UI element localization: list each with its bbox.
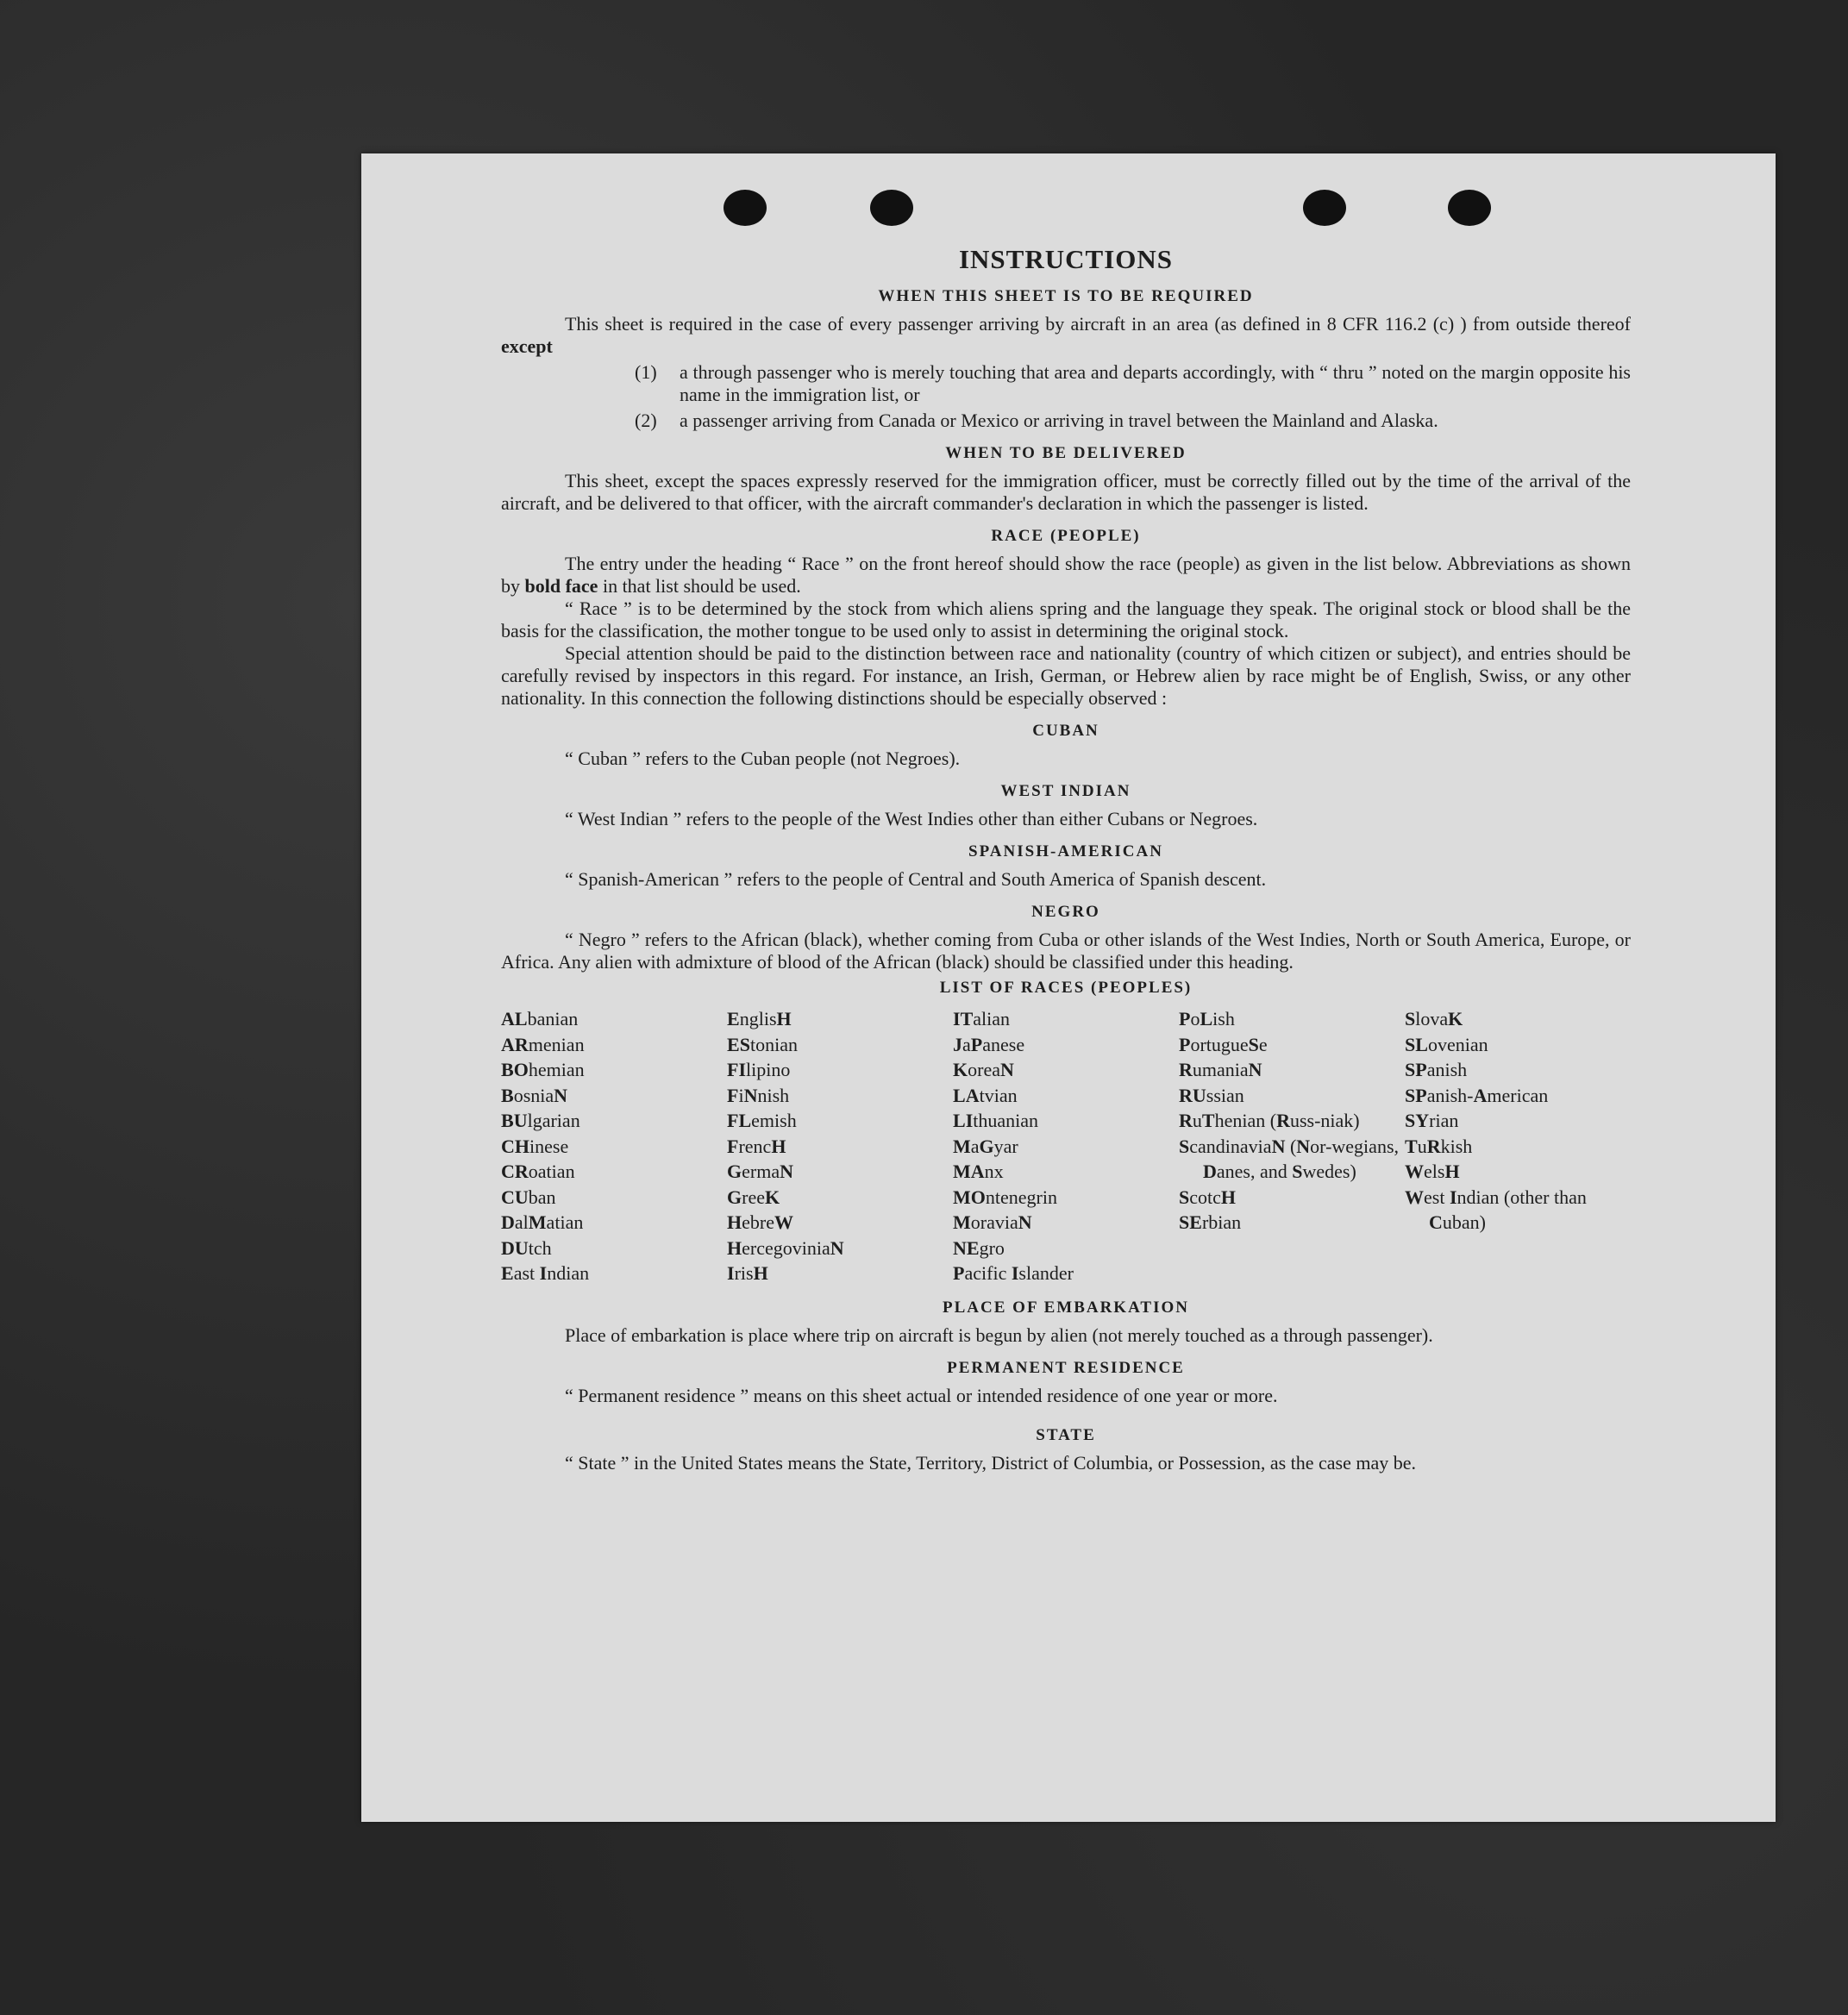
race-entry: MAnx — [953, 1161, 1004, 1182]
race-entry: SlovaK — [1405, 1008, 1463, 1029]
race-entry: RUssian — [1179, 1084, 1244, 1106]
race-entry: SPanish-American — [1405, 1084, 1549, 1106]
state-text: “ State ” in the United States means the State, Territory, District of Columbia, or Possession, as the case may be. — [565, 1451, 1417, 1474]
race-entry: EStonian — [727, 1033, 798, 1055]
sheet-content — [501, 244, 1631, 1474]
race-entry: MOntenegrin — [953, 1186, 1057, 1208]
race-entry: WelsH — [1405, 1161, 1460, 1182]
race-entry: DalMatian — [501, 1211, 584, 1233]
exception-item: (1) a through passenger who is merely touching that area and departs accordingly, with “ thru ” noted on the margin opposite his name in the immigration list, or — [635, 361, 1631, 405]
race-paragraph-1: The entry under the heading “ Race ” on the front hereof should show the race (people) as given in the list below. Abbreviations as shown by bold face in that list should be used. — [501, 553, 1631, 597]
section-heading-spanish-american: SPANISH-AMERICAN — [968, 842, 1163, 860]
race-entry: Pacific Islander — [953, 1262, 1074, 1284]
exception-item: (2) a passenger arriving from Canada or Mexico or arriving in travel between the Mainland and Alaska. — [635, 410, 1438, 431]
page-title: INSTRUCTIONS — [958, 244, 1173, 274]
race-entry: FLemish — [727, 1110, 797, 1131]
race-entry: KoreaN — [953, 1059, 1014, 1080]
race-entry: IrisH — [727, 1262, 768, 1284]
race-entry: NEgro — [953, 1236, 1005, 1259]
section-heading-race: RACE (PEOPLE) — [991, 527, 1141, 545]
race-entry: ALbanian — [501, 1008, 579, 1029]
race-entry: RumaniaN — [1179, 1059, 1262, 1080]
race-column — [501, 1006, 727, 1286]
race-entry: FIlipino — [727, 1059, 791, 1080]
race-entry: GermaN — [727, 1161, 793, 1182]
race-entry: CRoatian — [501, 1161, 575, 1182]
race-entry: RuThenian (Russ-niak) — [1179, 1110, 1360, 1131]
race-entry: PoLish — [1179, 1008, 1235, 1029]
race-entry: SPanish — [1405, 1059, 1468, 1080]
race-column — [1179, 1006, 1405, 1286]
section-heading-delivered: WHEN TO BE DELIVERED — [945, 444, 1187, 462]
negro-text: “ Negro ” refers to the African (black), whether coming from Cuba or other islands of the West Indies, North or South America, Europe, or Africa. Any alien with admixture of blood of the African (black) should be classified under this heading. — [501, 929, 1631, 973]
race-column — [1405, 1006, 1631, 1286]
section-heading-cuban: CUBAN — [1032, 722, 1099, 740]
punch-hole-icon — [1303, 190, 1346, 226]
delivered-text: This sheet, except the spaces expressly reserved for the immigration officer, must be correctly filled out by the time of the arrival of the aircraft, and be delivered to that officer, with the aircraft commander's declaration in which the passenger is listed. — [501, 470, 1631, 514]
race-entry: SYrian — [1405, 1110, 1459, 1131]
race-column — [727, 1006, 953, 1286]
section-heading-west-indian: WEST INDIAN — [1000, 782, 1131, 800]
cuban-text: “ Cuban ” refers to the Cuban people (not Negroes). — [565, 748, 961, 769]
race-entry: West Indian (other than Cuban) — [1405, 1186, 1587, 1233]
race-list — [501, 1006, 1631, 1286]
race-paragraph-2: “ Race ” is to be determined by the stock from which aliens spring and the language they speak. The original stock or blood shall be the basis for the classification, the mother tongue to be used only to assist in determining the original stock. — [501, 598, 1631, 641]
section-heading-list: LIST OF RACES (PEOPLES) — [939, 979, 1193, 997]
punch-hole-icon — [724, 190, 767, 226]
spanish-american-text: “ Spanish-American ” refers to the people of Central and South America of Spanish descent. — [565, 868, 1267, 890]
race-entry: ITalian — [953, 1008, 1011, 1029]
race-paragraph-3: Special attention should be paid to the distinction between race and nationality (country of which citizen or subject), and entries should be carefully revised by inspectors in this regard. For instance, an Irish, German, or Hebrew alien by race might be of English, Swiss, or any other nationality. In this connection the following distinctions should be especially observed : — [501, 642, 1631, 709]
embarkation-text: Place of embarkation is place where trip on aircraft is begun by alien (not merely touched as a through passenger). — [565, 1324, 1433, 1346]
instruction-sheet — [361, 153, 1776, 1822]
race-entry: ARmenian — [501, 1033, 585, 1055]
race-entry: BOhemian — [501, 1059, 585, 1080]
race-entry: LAtvian — [953, 1084, 1018, 1106]
race-entry: HebreW — [727, 1211, 793, 1233]
punch-hole-icon — [870, 190, 913, 226]
race-entry: East Indian — [501, 1262, 590, 1284]
race-entry: BosniaN — [501, 1084, 568, 1106]
race-entry: JaPanese — [953, 1033, 1025, 1055]
west-indian-text: “ West Indian ” refers to the people of the West Indies other than either Cubans or Negroes. — [565, 808, 1258, 829]
race-entry: DUtch — [501, 1236, 552, 1259]
race-entry: FiNnish — [727, 1084, 790, 1106]
required-intro: This sheet is required in the case of every passenger arriving by aircraft in an area (as defined in 8 CFR 116.2 (c) ) from outside thereof except — [501, 313, 1631, 357]
race-entry: MaGyar — [953, 1135, 1018, 1157]
race-entry: ScandinaviaN (Nor-wegians, Danes, and Swedes) — [1179, 1135, 1399, 1182]
race-entry: MoraviaN — [953, 1211, 1032, 1233]
residence-text: “ Permanent residence ” means on this sheet actual or intended residence of one year or more. — [565, 1384, 1278, 1406]
race-column — [953, 1006, 1179, 1286]
section-heading-residence: PERMANENT RESIDENCE — [947, 1358, 1185, 1377]
race-entry: LIthuanian — [953, 1110, 1039, 1131]
race-entry: GreeK — [727, 1186, 780, 1208]
race-entry: EnglisH — [727, 1008, 792, 1029]
section-heading-state: STATE — [1036, 1425, 1096, 1444]
race-entry: ScotcH — [1179, 1186, 1237, 1208]
race-entry: PortugueSe — [1179, 1033, 1268, 1055]
section-heading-required: WHEN THIS SHEET IS TO BE REQUIRED — [878, 287, 1254, 305]
punch-hole-icon — [1448, 190, 1491, 226]
race-entry: FrencH — [727, 1135, 786, 1157]
race-entry: SLovenian — [1405, 1033, 1488, 1055]
race-entry: BUlgarian — [501, 1110, 580, 1131]
race-entry: SErbian — [1179, 1211, 1242, 1233]
race-entry: TuRkish — [1405, 1135, 1473, 1157]
race-entry: CHinese — [501, 1135, 569, 1157]
section-heading-negro: NEGRO — [1031, 903, 1100, 921]
race-entry: CUban — [501, 1186, 556, 1208]
section-heading-embarkation: PLACE OF EMBARKATION — [943, 1298, 1189, 1317]
race-entry: HercegoviniaN — [727, 1236, 844, 1259]
